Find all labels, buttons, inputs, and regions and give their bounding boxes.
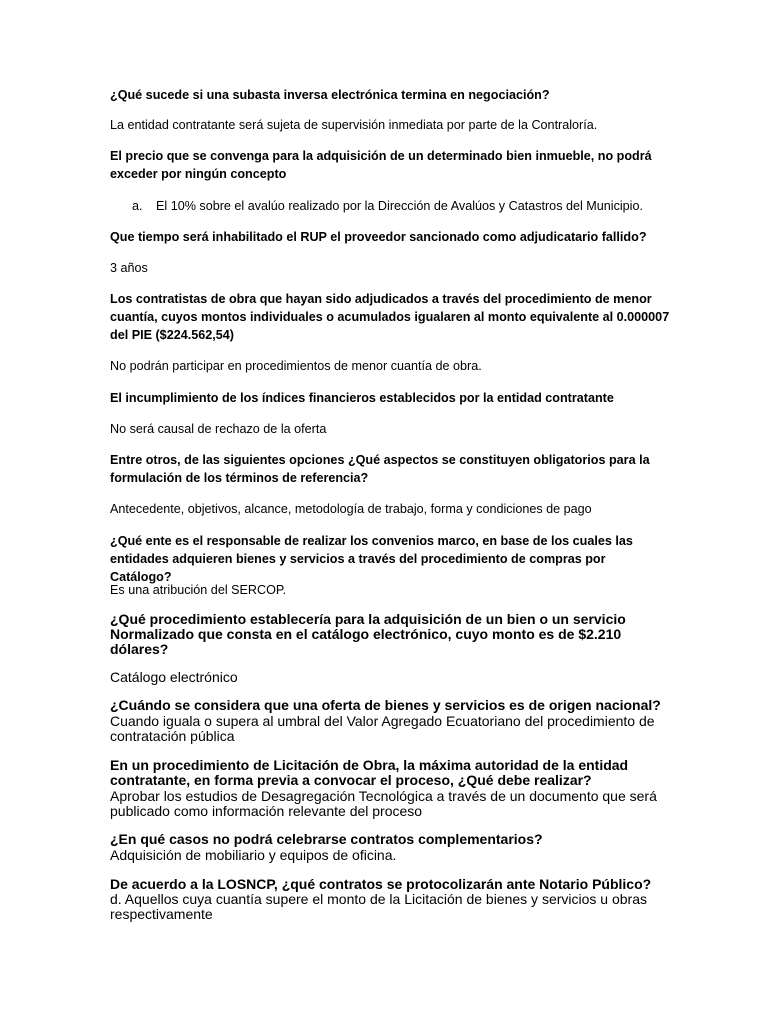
- question-9: ¿Cuándo se considera que una oferta de bienes y servicios es de origen nacional?: [110, 697, 661, 713]
- question-12: De acuerdo a la LOSNCP, ¿qué contratos se protocolizarán ante Notario Público?: [110, 876, 652, 892]
- answer-7: Es una atribución del SERCOP.: [110, 583, 287, 597]
- answer-11: Adquisición de mobiliario y equipos de oficina.: [110, 847, 397, 863]
- answer-4: No podrán participar en procedimientos de menor cuantía de obra.: [110, 359, 482, 373]
- answer-6: Antecedente, objetivos, alcance, metodología de trabajo, forma y condiciones de pago: [110, 502, 592, 516]
- answer-12: d. Aquellos cuya cuantía supere el monto de la Licitación de bienes y servicios u obras respectivamente: [110, 891, 647, 922]
- answer-9: Cuando iguala o supera al umbral del Valor Agregado Ecuatoriano del procedimiento de contratación pública: [110, 713, 655, 744]
- answer-10: Aprobar los estudios de Desagregación Tecnológica a través de un documento que será publicado como información relevante del proceso: [110, 788, 657, 819]
- answer-1: La entidad contratante será sujeta de supervisión inmediata por parte de la Contraloría.: [110, 118, 598, 132]
- question-4: Los contratistas de obra que hayan sido adjudicados a través del procedimiento de menor cuantía, cuyos montos individuales o acumulados igualaren al monto equivalente al 0.000007 del PIE ($224.562,54): [110, 292, 670, 342]
- question-6: Entre otros, de las siguientes opciones ¿Qué aspectos se constituyen obligatorios para la formulación de los términos de referencia?: [110, 453, 650, 485]
- list-marker: a.: [132, 199, 143, 213]
- answer-8: Catálogo electrónico: [110, 669, 238, 685]
- question-1: ¿Qué sucede si una subasta inversa electrónica termina en negociación?: [110, 88, 550, 102]
- question-3: Que tiempo será inhabilitado el RUP el proveedor sancionado como adjudicatario fallido?: [110, 230, 647, 244]
- answer-3: 3 años: [110, 261, 148, 275]
- question-11: ¿En qué casos no podrá celebrarse contratos complementarios?: [110, 831, 543, 847]
- question-7: ¿Qué ente es el responsable de realizar los convenios marco, en base de los cuales las entidades adquieren bienes y servicios a través del procedimiento de compras por Catálogo?: [110, 534, 633, 584]
- answer-5: No será causal de rechazo de la oferta: [110, 422, 327, 436]
- question-8: ¿Qué procedimiento establecería para la adquisición de un bien o un servicio Normalizado que consta en el catálogo electrónico, cuyo monto es de $2.210 dólares?: [110, 611, 626, 657]
- question-10: En un procedimiento de Licitación de Obra, la máxima autoridad de la entidad contratante, en forma previa a convocar el proceso, ¿Qué debe realizar?: [110, 757, 629, 788]
- question-2: El precio que se convenga para la adquisición de un determinado bien inmueble, no podrá exceder por ningún concepto: [110, 149, 652, 181]
- answer-2-list-item: [132, 197, 692, 215]
- question-5: El incumplimiento de los índices financieros establecidos por la entidad contratante: [110, 391, 614, 405]
- answer-2: El 10% sobre el avalúo realizado por la Dirección de Avalúos y Catastros del Municipio.: [156, 199, 643, 213]
